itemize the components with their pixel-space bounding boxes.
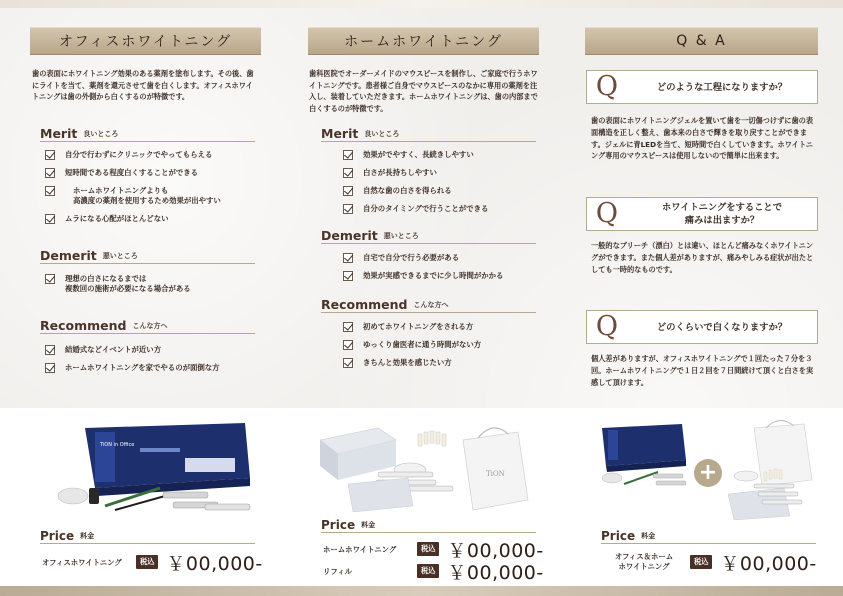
office-merit-heading bbox=[40, 126, 255, 142]
checkbox-icon bbox=[343, 150, 353, 160]
home-recommend-en: Recommend bbox=[321, 297, 408, 312]
qa-answer-3: 個人差がありますが、オフィスホワイトニングで１回たった７分を３回。ホームホワイトニングで１日２回を７日間続けて頂くと白さを実感して頂けます。 bbox=[591, 354, 814, 387]
home-price-heading bbox=[321, 518, 536, 533]
office-demerit-heading bbox=[40, 248, 255, 264]
office-merit-item: 短時間である程度白くすることができる bbox=[45, 168, 260, 178]
home-kit-photo bbox=[318, 420, 543, 512]
office-intro: 歯の表面にホワイトニング効果のある薬剤を塗布します。その後、歯にライトを当て、薬剤を還元させて歯を白くします。オフィスホワイトニングは歯の外側から白くするのが特徴です。 bbox=[32, 69, 254, 101]
checkbox-icon bbox=[45, 214, 55, 224]
home-recommend-heading bbox=[321, 297, 536, 313]
combo-office-kit-photo bbox=[598, 420, 688, 492]
tax-badge: 税込 bbox=[417, 542, 439, 556]
checkbox-icon bbox=[343, 271, 353, 281]
question-text: どのくらいで白くなりますか？ bbox=[656, 321, 788, 333]
home-merit-jp: 良いところ bbox=[364, 130, 400, 138]
home-recommend-item: 初めてホワイトニングをされる方 bbox=[343, 322, 538, 332]
qa-price-en: Price bbox=[601, 529, 636, 543]
office-demerit-item: 理想の白さになるまでは 複数回の施術が必要になる場合がある bbox=[45, 274, 260, 294]
checkbox-icon bbox=[343, 340, 353, 350]
checkbox-icon bbox=[343, 168, 353, 178]
qa-title: Q & A bbox=[585, 27, 818, 55]
home-recommend-jp: こんな方へ bbox=[413, 301, 449, 309]
tax-badge: 税込 bbox=[417, 564, 439, 578]
home-merit-en: Merit bbox=[321, 126, 359, 141]
office-merit-item: ホームホワイトニングよりも 高濃度の薬剤を使用するため効果が出やすい bbox=[45, 186, 260, 206]
q-icon: Q bbox=[595, 71, 619, 102]
office-price-heading bbox=[40, 529, 255, 544]
question-text: ホワイトニングをすることで 痛みは出ますか？ bbox=[661, 202, 783, 226]
home-merit-item: 自然な歯の白さを得られる bbox=[343, 186, 538, 196]
checkbox-icon bbox=[45, 150, 55, 160]
office-demerit-en: Demerit bbox=[40, 248, 97, 263]
office-demerit-jp: 悪いところ bbox=[102, 252, 138, 260]
home-recommend-list bbox=[343, 322, 538, 368]
home-demerit-item: 自宅で自分で行う必要がある bbox=[343, 253, 538, 263]
checkbox-icon bbox=[343, 186, 353, 196]
tax-badge: 税込 bbox=[690, 555, 712, 569]
home-price-jp: 料金 bbox=[361, 521, 376, 529]
home-merit-list bbox=[343, 150, 538, 214]
home-merit-item: 効果がでやすく、長続きしやすい bbox=[343, 150, 538, 160]
top-band bbox=[0, 0, 843, 8]
office-merit-list bbox=[45, 150, 260, 224]
office-recommend-jp: こんな方へ bbox=[132, 322, 168, 330]
home-bag-brand: TiON bbox=[486, 470, 505, 478]
office-merit-jp: 良いところ bbox=[83, 130, 119, 138]
home-refill-price-row bbox=[323, 560, 548, 582]
question-text: どのような工程になりますか？ bbox=[656, 81, 788, 93]
office-recommend-item: 結婚式などイベントが近い方 bbox=[45, 345, 260, 355]
home-price-en: Price bbox=[321, 518, 356, 532]
tax-badge: 税込 bbox=[136, 555, 158, 569]
home-merit-heading bbox=[321, 126, 536, 142]
office-recommend-heading bbox=[40, 318, 255, 334]
home-title: ホームホワイトニング bbox=[308, 27, 539, 55]
home-merit-item: 自分のタイミングで行うことができる bbox=[343, 204, 538, 214]
checkbox-icon bbox=[343, 204, 353, 214]
home-demerit-list bbox=[343, 253, 538, 281]
office-price-en: Price bbox=[40, 529, 75, 543]
combo-price-row bbox=[598, 551, 828, 573]
q-icon: Q bbox=[595, 311, 619, 342]
checkbox-icon bbox=[45, 363, 55, 373]
home-demerit-item: 効果が実感できるまでに少し時間がかかる bbox=[343, 271, 538, 281]
office-merit-item: ムラになる心配がほとんどない bbox=[45, 214, 260, 224]
home-merit-item: 白さが長持ちしやすい bbox=[343, 168, 538, 178]
office-recommend-en: Recommend bbox=[40, 318, 127, 333]
qa-answer-2: 一般的なブリーチ（漂白）とは違い、ほとんど痛みなくホワイトニングができます。また個人差がありますが、痛みやしみる症状が出たとしても一時的なものです。 bbox=[591, 241, 814, 274]
checkbox-icon bbox=[45, 274, 55, 284]
price-label: リフィル bbox=[323, 566, 352, 576]
price-label: オフィスホワイトニング bbox=[42, 557, 122, 567]
price-value: ￥00,000- bbox=[166, 552, 263, 575]
price-label: オフィス＆ホーム ホワイトニング bbox=[614, 552, 674, 571]
qa-question-2 bbox=[586, 197, 818, 231]
office-price-jp: 料金 bbox=[80, 532, 95, 540]
home-recommend-item: きちんと効果を感じたい方 bbox=[343, 358, 538, 368]
office-recommend-list bbox=[45, 345, 260, 373]
checkbox-icon bbox=[45, 168, 55, 178]
q-icon: Q bbox=[595, 198, 619, 229]
checkbox-icon bbox=[45, 186, 55, 196]
price-value: ￥00,000- bbox=[447, 539, 544, 562]
qa-question-1 bbox=[586, 70, 818, 104]
home-intro: 歯科医院でオーダーメイドのマウスピースを制作し、ご家庭で行うホワイトニングです。患者様ご自身でマウスピースのなかに専用の薬剤を注入し、装着していただきます。ホームホワイトニングは、歯の内部まで白くするのが特徴です。 bbox=[309, 69, 538, 113]
combo-home-kit-photo bbox=[724, 420, 824, 520]
office-merit-en: Merit bbox=[40, 126, 78, 141]
checkbox-icon bbox=[343, 358, 353, 368]
price-label: ホームホワイトニング bbox=[323, 544, 397, 554]
qa-price-heading bbox=[601, 529, 816, 544]
qa-question-3 bbox=[586, 310, 818, 344]
office-demerit-list bbox=[45, 274, 260, 294]
office-recommend-item: ホームホワイトニングを家でやるのが面倒な方 bbox=[45, 363, 260, 373]
office-title: オフィスホワイトニング bbox=[30, 27, 261, 55]
home-demerit-heading bbox=[321, 228, 536, 244]
bottom-band bbox=[0, 586, 843, 596]
checkbox-icon bbox=[343, 253, 353, 263]
office-kit-label: TiON in Office bbox=[100, 442, 135, 448]
home-recommend-item: ゆっくり歯医者に通う時間がない方 bbox=[343, 340, 538, 350]
home-demerit-jp: 悪いところ bbox=[383, 232, 419, 240]
price-value: ￥00,000- bbox=[447, 561, 544, 584]
office-kit-photo bbox=[55, 418, 255, 518]
office-price-row bbox=[42, 551, 267, 573]
checkbox-icon bbox=[45, 345, 55, 355]
price-value: ￥00,000- bbox=[720, 552, 817, 575]
qa-answer-1: 歯の表面にホワイトニングジェルを置いて歯を一切傷つけずに歯の表面構造を正しく整え、歯本来の白さで輝きを取り戻すことができます。ジェルに青LEDを当て、短時間で白くしていきます。ホワイトニング専用のマウスピースは使用しないので簡単に出来ます。 bbox=[591, 116, 814, 161]
plus-icon: + bbox=[694, 459, 722, 487]
qa-price-jp: 料金 bbox=[641, 532, 656, 540]
home-demerit-en: Demerit bbox=[321, 228, 378, 243]
office-merit-item: 自分で行わずにクリニックでやってもらえる bbox=[45, 150, 260, 160]
checkbox-icon bbox=[343, 322, 353, 332]
